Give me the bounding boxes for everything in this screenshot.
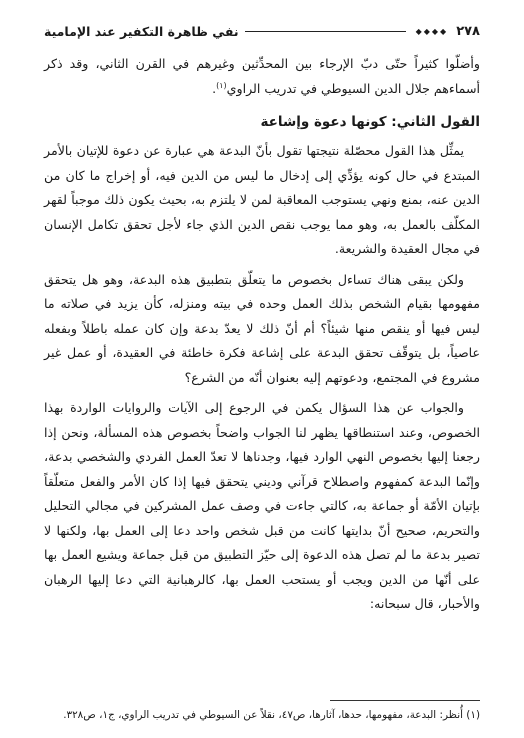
- page-body: [44, 52, 480, 623]
- page-number: ٢٧٨: [456, 23, 480, 39]
- page-header: [44, 18, 480, 44]
- header-rule: [245, 31, 406, 32]
- paragraph-1-tail: .: [212, 80, 217, 96]
- footnote: (١) أُنظر: البدعة، مفهومها، حدها، آثارها، ص٤٧، نقلاً عن السيوطي في تدريب الراوي، ج١، ص٣٢٨.: [63, 709, 480, 721]
- paragraph-4: والجواب عن هذا السؤال يكمن في الرجوع إلى الآيات والروايات الواردة بهذا الخصوص، وعند استنطاقها يظهر لنا الجواب واضحاً بخصوص هذه المسألة، ونحن إذا رجعنا إليها بخصوص النهي الوارد فيها، وجدناها لا تعدّ العمل الفردي والشخصي بدعة، وإنّما البدعة كمفهوم واصطلاح قرآني وديني يتحقق فيها إذا كان الأمر والفعل متعلّقاً بإتيان الأمّة أو جماعة به، كالتي جاءت في وصف عمل المشركين في مجالي التحليل والتحريم، صحيح أنّ بدايتها كانت من قبل شخص واحد دعا إلى العمل بها، ولكنها لا تصير بدعة ما لم تصل هذه الدعوة إلى حيّز التطبيق من قبل جماعة ويشيع العمل بها على أنّها من الدين ويجب أو يستحب العمل بها، كالرهبانية التي دعا إليها الرهبان والأحبار، قال سبحانه:: [44, 400, 480, 611]
- section-heading-subtitle: كونها دعوة وإشاعة: [260, 114, 387, 130]
- running-title: نفي ظاهرة التكفير عند الإمامية: [44, 23, 239, 39]
- paragraph-3: ولكن يبقى هناك تساءل بخصوص ما يتعلّق بتطبيق هذه البدعة، وهو هل يتحقق مفهومها بقيام الشخص بذلك العمل وحده في بيته ومنزله، كأن يزيد في صلاته ما ليس فيها أو ينقص منها شيئاً؟ أم أنّ ذلك لا يعدّ بدعة وإن كان عمله باطلاً وبفعله عاصياً، بل يتوقّف تحقق البدعة على إشاعة فكرة خاطئة في العقيدة، أو عمل غير مشروع في المجتمع، ودعوتهم إليه بعنوان أنّه من الشرع؟: [44, 271, 480, 385]
- ornament-diamonds: ◆◆◆◆: [415, 26, 449, 36]
- paragraph-1-text: وأضلّوا كثيراً حتّى دبّ الإرجاء بين المحدِّثين وغيرهم في القرن الثاني، وقد ذكر أسماءهم جلال الدين السيوطي في تدريب الراوي: [44, 56, 480, 96]
- section-heading-title: القول الثاني:: [391, 114, 480, 130]
- paragraph-2: يمثِّل هذا القول محصّلة نتيجتها تقول بأنّ البدعة هي عبارة عن دعوة للإتيان بالأمر المبتدع في حال كونه يؤدِّي إلى إدخال ما ليس من الدين فيه، أو إخراج ما كان من الدين عنه، بمنع ونهي يستوجب المعاقبة لمن لا يلتزم به، بحيث يكون ذلك موجباً لقهر المكلّف بالعمل به، وهو مما يوجب نقص الدين الذي جاء لأجل تحقق تكامل الإنسان في مجال العقيدة والشريعة.: [44, 143, 480, 256]
- section-heading: [44, 109, 480, 135]
- footnote-reference: (١): [216, 80, 227, 90]
- paragraph-1: [44, 52, 480, 101]
- footnote-rule: [330, 700, 480, 701]
